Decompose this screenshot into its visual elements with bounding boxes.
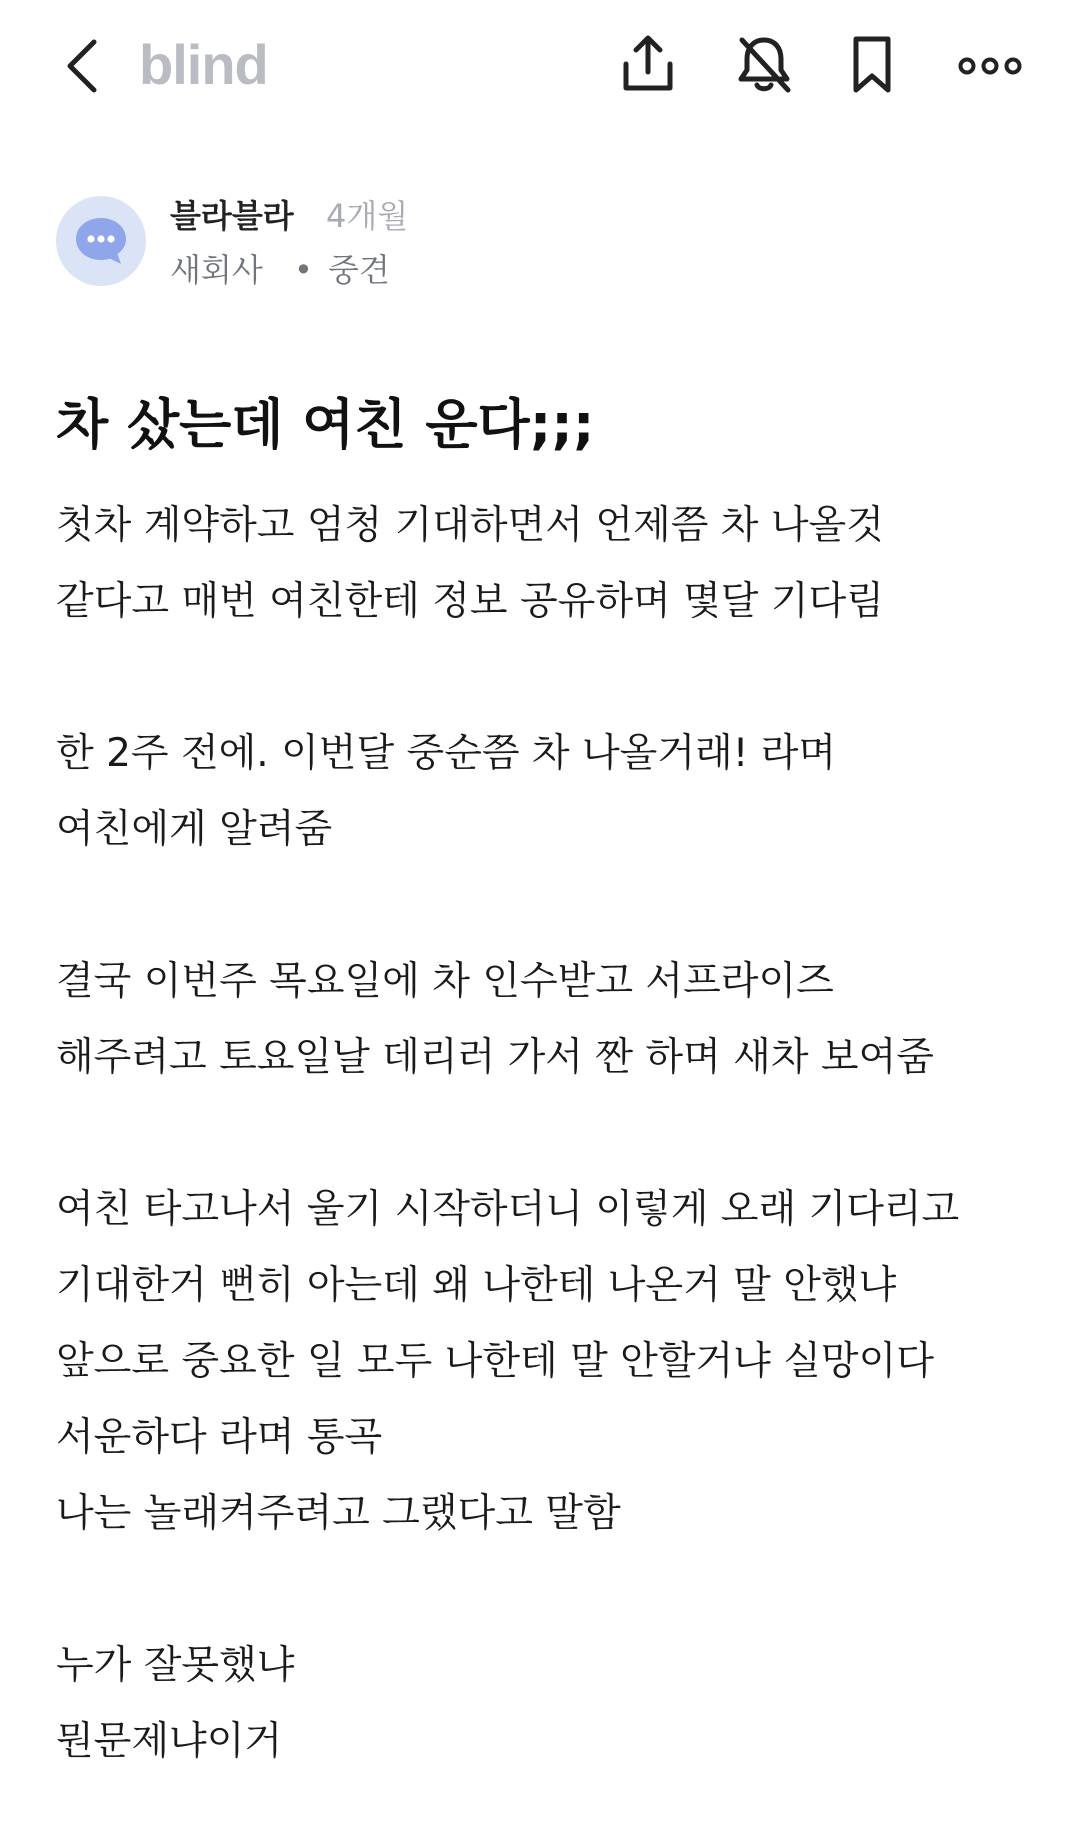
share-icon [620,32,676,96]
blind-logo: blind [139,33,268,96]
post-body-blank-line [56,1552,1046,1628]
post-body-line: 기대한거 뻔히 아는데 왜 나한테 나온거 말 안했냐 [56,1263,897,1308]
author-company[interactable]: 새회사 [170,251,263,289]
post-time: 4개월 [326,197,409,235]
chevron-left-icon [62,36,102,96]
post-body-line: 앞으로 중요한 일 모두 나한테 말 안할거냐 실망이다 [56,1339,934,1384]
post-body-line: 뭔문제냐이거 [56,1719,283,1764]
chat-bubble-icon [56,196,146,286]
more-horizontal-icon [958,56,1022,76]
bookmark-icon [850,35,894,95]
post-body-line: 여친에게 알려줌 [56,807,333,852]
post-body-line: 한 2주 전에. 이번달 중순쯤 차 나올거래! 라며 [56,731,837,776]
post-body [56,488,1046,1780]
post-body-line: 결국 이번주 목요일에 차 인수받고 서프라이즈 [56,959,834,1004]
author-job: 중견 [328,251,390,289]
post-body-line: 서운하다 라며 통곡 [56,1415,383,1460]
bookmark-button[interactable] [842,30,902,100]
avatar[interactable] [56,196,146,286]
bell-off-icon [732,32,796,96]
meta-separator: • [294,251,313,289]
post-body-line: 여친 타고나서 울기 시작하더니 이렇게 오래 기다리고 [56,1187,960,1232]
more-options-button[interactable] [952,40,1028,92]
post-body-blank-line [56,1096,1046,1172]
share-button[interactable] [616,28,680,100]
post-body-blank-line [56,868,1046,944]
notification-toggle-button[interactable] [728,28,800,100]
post-body-line: 해주려고 토요일날 데리러 가서 짠 하며 새차 보여줌 [56,1035,934,1080]
post-body-blank-line [56,640,1046,716]
post-body-line: 나는 놀래켜주려고 그랬다고 말함 [56,1491,621,1536]
author-name[interactable]: 블라블라 [170,197,294,235]
post-body-line: 첫차 계약하고 엄청 기대하면서 언제쯤 차 나올것 [56,503,884,548]
author-info [56,192,756,302]
back-button[interactable] [52,34,112,98]
post-body-line: 누가 잘못했냐 [56,1643,295,1688]
top-app-bar [0,0,1080,140]
post-body-line: 같다고 매번 여친한테 정보 공유하며 몇달 기다림 [56,579,884,624]
post-title: 차 샀는데 여친 운다;;; [56,393,595,456]
